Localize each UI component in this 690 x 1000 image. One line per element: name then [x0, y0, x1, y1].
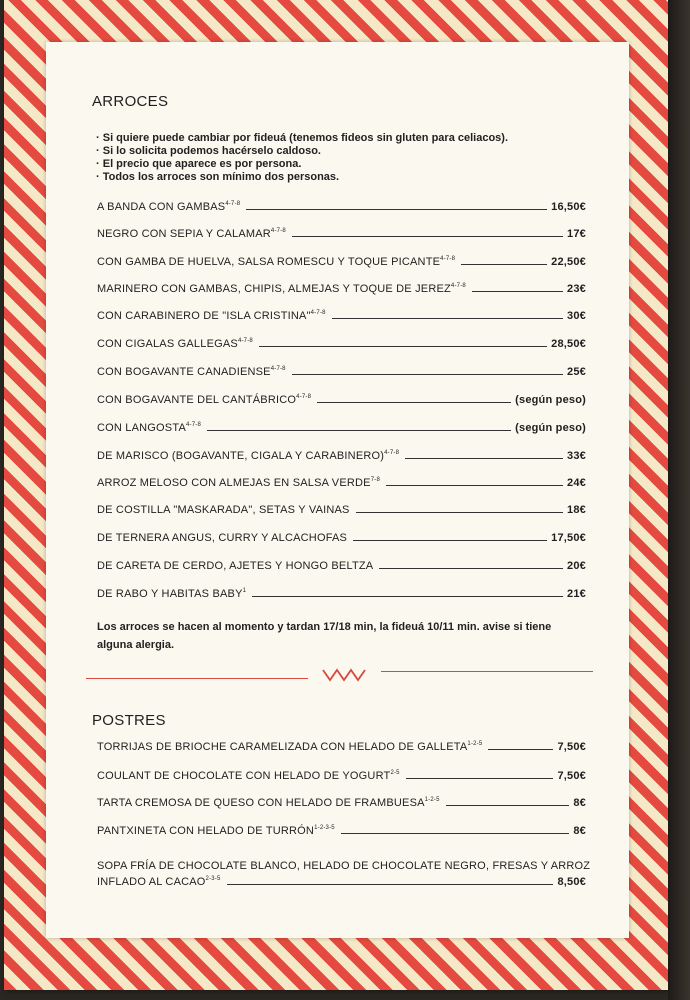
dotted-leader — [332, 318, 563, 319]
dotted-leader — [461, 264, 547, 265]
dotted-leader — [341, 833, 570, 834]
allergen-codes: 2-3-5 — [205, 876, 221, 882]
allergen-codes: 4-7-8 — [237, 338, 253, 344]
menu-frame-border — [4, 0, 668, 990]
rice-note: · Si lo solicita podemos hacérselo caldoso. — [96, 145, 576, 158]
item-name: TARTA CREMOSA DE QUESO CON HELADO DE FRAMBUESA$^{1-2-5}$ — [97, 797, 440, 809]
item-price: 17,50€ — [551, 532, 586, 544]
menu-item — [97, 764, 586, 782]
menu-item — [97, 498, 586, 516]
rice-footnote: Los arroces se hacen al momento y tardan 17/18 min, la fideuá 10/11 min. avise si tiene alguna alergia. — [97, 621, 552, 651]
item-name: DE COSTILLA "MASKARADA", SETAS Y VAINAS — [97, 504, 350, 516]
item-price: 25€ — [567, 366, 586, 378]
item-price: 8,50€ — [557, 876, 586, 888]
menu-item — [97, 444, 586, 462]
menu-item — [97, 222, 586, 240]
dotted-leader — [406, 778, 554, 779]
menu-item — [97, 277, 586, 295]
menu-page — [46, 42, 629, 938]
dotted-leader — [488, 749, 553, 750]
item-name: CON BOGAVANTE CANADIENSE$^{4-7-8}$ — [97, 366, 286, 378]
rice-notes — [96, 132, 576, 184]
item-name: COULANT DE CHOCOLATE CON HELADO DE YOGURT$^{2-5}$ — [97, 770, 400, 782]
dotted-leader — [353, 540, 547, 541]
item-name: NEGRO CON SEPIA Y CALAMAR$^{4-7-8}$ — [97, 228, 286, 240]
rice-note: · Todos los arroces son mínimo dos personas. — [96, 171, 576, 184]
item-price: (según peso) — [515, 422, 586, 434]
item-price: 22,50€ — [551, 256, 586, 268]
item-name: MARINERO CON GAMBAS, CHIPIS, ALMEJAS Y TOQUE DE JEREZ$^{4-7-8}$ — [97, 283, 466, 295]
divider-line — [86, 678, 308, 679]
menu-item — [97, 360, 586, 378]
menu-item — [97, 388, 586, 406]
item-price: 30€ — [567, 310, 586, 322]
dotted-leader — [405, 458, 563, 459]
item-price: 8€ — [573, 825, 586, 837]
item-name: CON LANGOSTA$^{4-7-8}$ — [97, 422, 202, 434]
dotted-leader — [252, 596, 563, 597]
desserts-section-title: POSTRES — [92, 712, 166, 729]
item-name: INFLADO AL CACAO$^{2-3-5}$ — [97, 876, 221, 888]
allergen-codes: 1-2-5 — [467, 741, 483, 747]
allergen-codes: 4-7-8 — [450, 283, 466, 289]
menu-item — [97, 526, 586, 544]
item-name: CON CARABINERO DE "ISLA CRISTINA"$^{4-7-8}$ — [97, 310, 326, 322]
allergen-codes: 4-7-8 — [440, 256, 456, 262]
item-price: 28,50€ — [551, 338, 586, 350]
menu-item — [97, 791, 586, 809]
dotted-leader — [246, 209, 547, 210]
item-price: 16,50€ — [551, 201, 586, 213]
rice-note: · El precio que aparece es por persona. — [96, 158, 576, 171]
dotted-leader — [446, 805, 570, 806]
dotted-leader — [472, 291, 563, 292]
item-price: 24€ — [567, 477, 586, 489]
allergen-codes: 7-8 — [370, 477, 380, 483]
item-name: DE CARETA DE CERDO, AJETES Y HONGO BELTZA — [97, 560, 374, 572]
menu-item — [97, 416, 586, 434]
item-price: 7,50€ — [557, 770, 586, 782]
menu-item — [97, 819, 586, 837]
allergen-codes: 4-7-8 — [270, 366, 286, 372]
item-price: 17€ — [567, 228, 586, 240]
item-name: ARROZ MELOSO CON ALMEJAS EN SALSA VERDE$^{7-8}$ — [97, 477, 380, 489]
item-name: CON BOGAVANTE DEL CANTÁBRICO$^{4-7-8}$ — [97, 394, 312, 406]
item-price: 20€ — [567, 560, 586, 572]
menu-cover-edge — [668, 0, 690, 1000]
dotted-leader — [317, 402, 511, 403]
divider-line — [381, 671, 593, 672]
item-price: (según peso) — [515, 394, 586, 406]
item-name: DE MARISCO (BOGAVANTE, CIGALA Y CARABINERO)$^{4-7-8}$ — [97, 450, 400, 462]
allergen-codes: 1-2-5 — [424, 797, 440, 803]
menu-item — [97, 582, 586, 600]
allergen-codes: 4-7-8 — [270, 228, 286, 234]
item-price: 33€ — [567, 450, 586, 462]
dotted-leader — [292, 236, 563, 237]
allergen-codes: 4-7-8 — [384, 450, 400, 456]
allergen-codes: 1 — [242, 588, 247, 594]
item-name: SOPA FRÍA DE CHOCOLATE BLANCO, HELADO DE CHOCOLATE NEGRO, FRESAS Y ARROZ — [97, 860, 591, 872]
dotted-leader — [386, 485, 563, 486]
allergen-codes: 2-5 — [390, 770, 400, 776]
item-price: 21€ — [567, 588, 586, 600]
menu-item — [97, 250, 586, 268]
menu-item — [97, 304, 586, 322]
allergen-codes: 4-7-8 — [296, 394, 312, 400]
dotted-leader — [292, 374, 563, 375]
item-name: DE TERNERA ANGUS, CURRY Y ALCACHOFAS — [97, 532, 348, 544]
item-name: TORRIJAS DE BRIOCHE CARAMELIZADA CON HELADO DE GALLETA$^{1-2-5}$ — [97, 741, 483, 753]
dotted-leader — [259, 346, 547, 347]
menu-item — [97, 332, 586, 350]
dotted-leader — [207, 430, 511, 431]
menu-item — [97, 195, 586, 213]
item-name: A BANDA CON GAMBAS$^{4-7-8}$ — [97, 201, 241, 213]
dotted-leader — [356, 512, 563, 513]
item-price: 18€ — [567, 504, 586, 516]
allergen-codes: 4-7-8 — [225, 201, 241, 207]
zigzag-divider-icon — [322, 668, 370, 682]
rice-note: · Si quiere puede cambiar por fideuá (tenemos fideos sin gluten para celiacos). — [96, 132, 576, 145]
item-name: CON CIGALAS GALLEGAS$^{4-7-8}$ — [97, 338, 253, 350]
menu-item — [97, 471, 586, 489]
rice-section-title: ARROCES — [92, 93, 169, 110]
allergen-codes: 4-7-8 — [186, 422, 202, 428]
dotted-leader — [379, 568, 563, 569]
dotted-leader — [227, 884, 554, 885]
item-price: 23€ — [567, 283, 586, 295]
allergen-codes: 4-7-8 — [310, 310, 326, 316]
menu-item — [97, 554, 586, 572]
allergen-codes: 1-2-3-5 — [314, 825, 335, 831]
item-name: DE RABO Y HABITAS BABY$^1$ — [97, 588, 247, 600]
item-price: 7,50€ — [557, 741, 586, 753]
item-price: 8€ — [573, 797, 586, 809]
menu-item — [97, 735, 586, 753]
item-name: CON GAMBA DE HUELVA, SALSA ROMESCU Y TOQUE PICANTE$^{4-7-8}$ — [97, 256, 456, 268]
menu-item — [97, 860, 591, 888]
item-name: PANTXINETA CON HELADO DE TURRÓN$^{1-2-3-5}$ — [97, 825, 335, 837]
